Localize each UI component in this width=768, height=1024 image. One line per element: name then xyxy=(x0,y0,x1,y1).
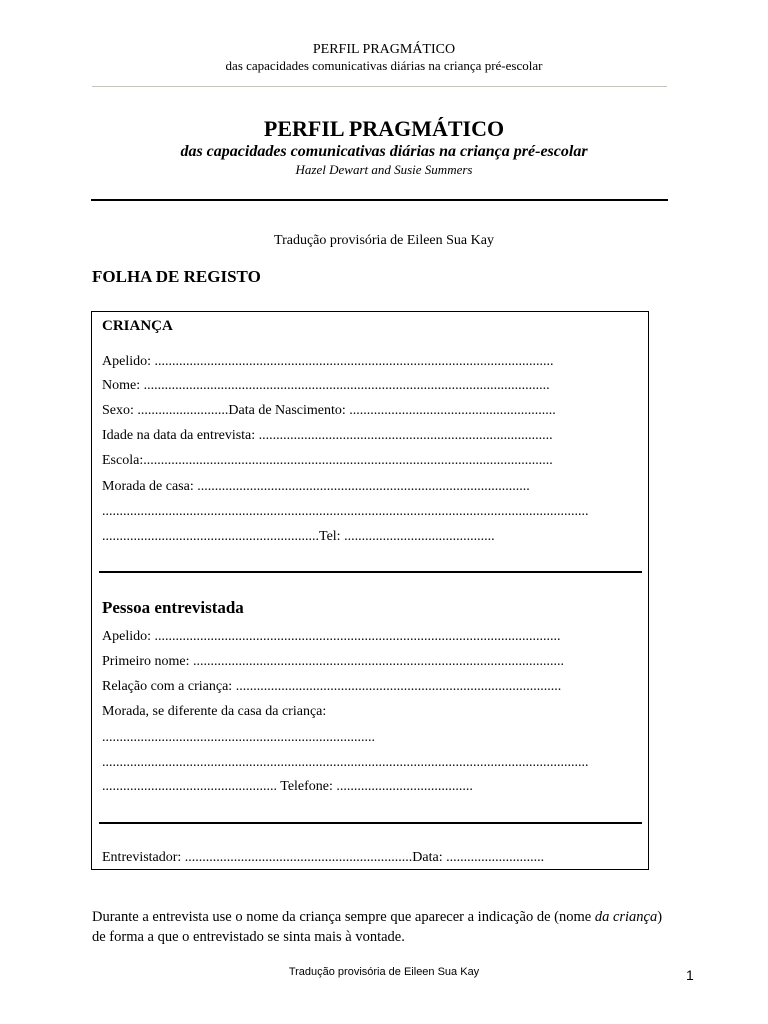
child-section-heading: CRIANÇA xyxy=(102,318,173,334)
note-text-part2: ) de forma a que o entrevistado se sinta mais à vontade. xyxy=(92,909,663,945)
child-address-field[interactable]: Morada de casa: ............................................................................................... xyxy=(102,479,530,494)
translation-credit: Tradução provisória de Eileen Sua Kay xyxy=(274,233,494,248)
document-subtitle: das capacidades comunicativas diárias na criança pré-escolar xyxy=(180,143,588,160)
child-school-field[interactable]: Escola:..................................................................................................................... xyxy=(102,453,553,468)
running-header-subtitle: das capacidades comunicativas diárias na criança pré-escolar xyxy=(225,58,543,73)
instruction-note xyxy=(92,907,672,947)
page-number: 1 xyxy=(686,967,694,983)
child-address-line2-field[interactable]: ........................................................................................................................................... xyxy=(102,504,589,519)
footer-text: Tradução provisória de Eileen Sua Kay xyxy=(288,966,480,978)
interviewer-date-field[interactable]: Entrevistador: .................................................................Data: ............................ xyxy=(102,850,545,865)
section-divider-2 xyxy=(99,822,642,824)
interviewee-surname-field[interactable]: Apelido: .................................................................................................................... xyxy=(102,629,561,644)
interviewee-address-label: Morada, se diferente da casa da criança: xyxy=(102,704,327,719)
child-sex-birthdate-field[interactable]: Sexo: ..........................Data de Nascimento: ........................................................... xyxy=(102,403,556,418)
child-address-phone-field[interactable]: ..............................................................Tel: ........................................... xyxy=(102,529,495,544)
document-title: PERFIL PRAGMÁTICO xyxy=(263,116,505,141)
header-divider xyxy=(92,86,667,87)
interviewee-relation-field[interactable]: Relação com a criança: ............................................................................................. xyxy=(102,679,562,694)
title-divider xyxy=(91,199,668,201)
note-text-italic: da criança xyxy=(594,909,658,925)
section-divider xyxy=(99,571,642,573)
child-name-field[interactable]: Nome: .................................................................................................................... xyxy=(102,378,550,393)
sheet-title: FOLHA DE REGISTO xyxy=(92,267,261,286)
child-surname-field[interactable]: Apelido: .................................................................................................................. xyxy=(102,354,554,369)
interviewee-address-line2-field[interactable]: ........................................................................................................................................... xyxy=(102,755,589,770)
interviewee-phone-field[interactable]: .................................................. Telefone: ....................................... xyxy=(102,779,473,794)
note-text-part1: Durante a entrevista use o nome da criança sempre que aparecer a indicação de (nome xyxy=(92,909,595,925)
document-authors: Hazel Dewart and Susie Summers xyxy=(295,162,473,177)
running-header-title: PERFIL PRAGMÁTICO xyxy=(312,42,456,57)
child-age-field[interactable]: Idade na data da entrevista: .................................................................................... xyxy=(102,428,553,443)
interviewee-section-heading: Pessoa entrevistada xyxy=(102,598,244,617)
interviewee-firstname-field[interactable]: Primeiro nome: .......................................................................................................... xyxy=(102,654,564,669)
interviewee-address-line1-field[interactable]: .............................................................................. xyxy=(102,730,375,745)
